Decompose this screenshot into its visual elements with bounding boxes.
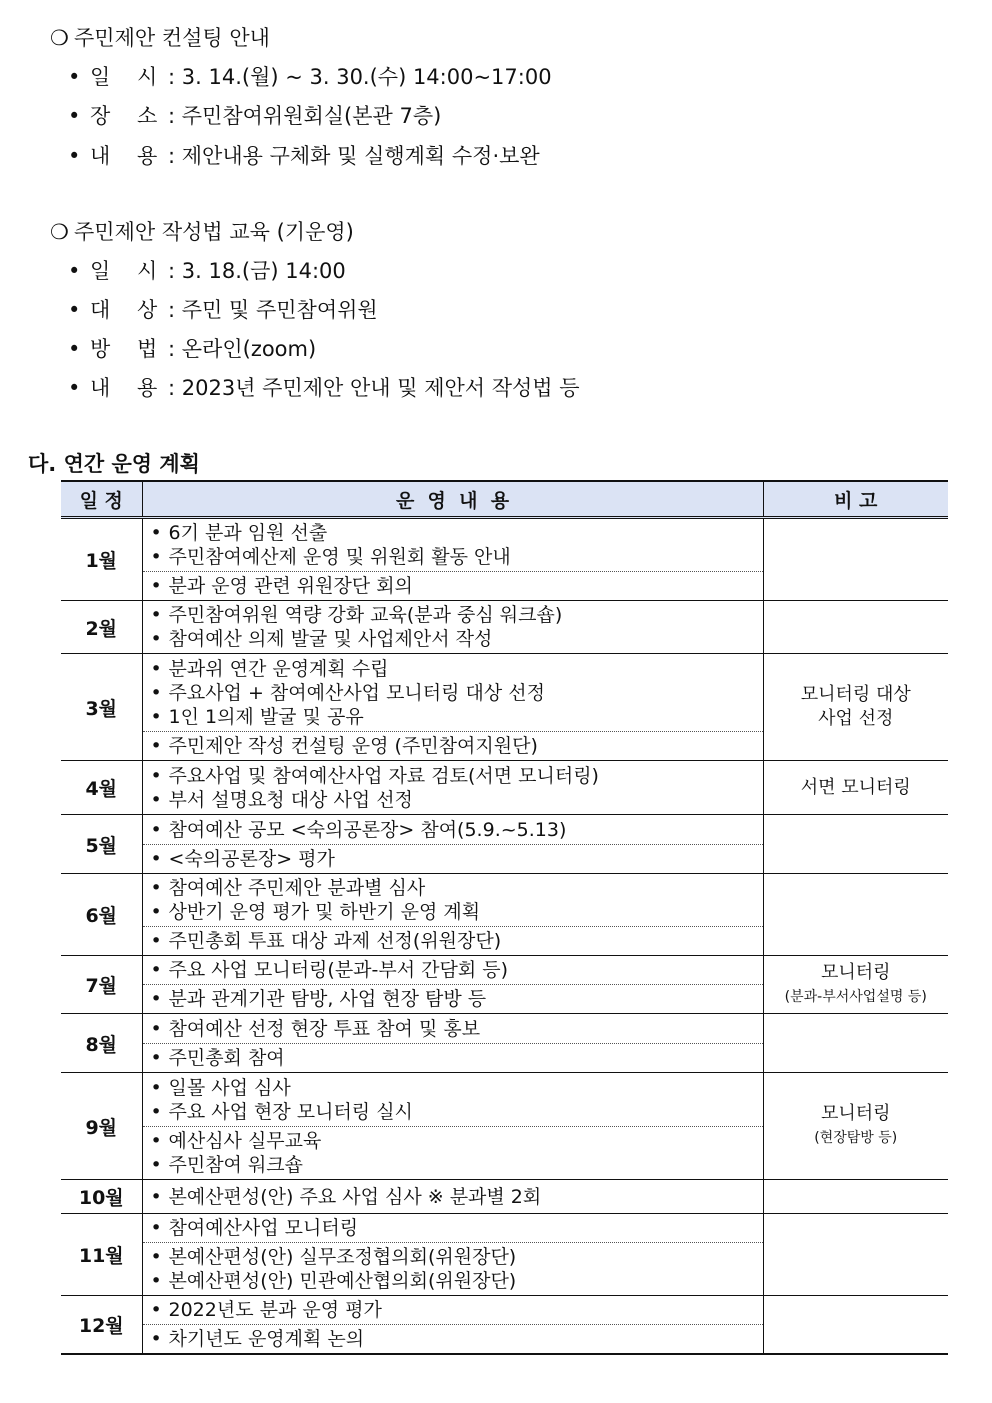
list-item-text: 주민총회 참여 — [168, 1046, 285, 1069]
dot-bullet-icon: • — [68, 65, 81, 89]
list-item-text: 분과 관계기관 탐방, 사업 현장 탐방 등 — [168, 988, 487, 1010]
item-label: 일 시 — [90, 65, 158, 89]
dot-bullet-icon: • — [150, 734, 162, 757]
list-item — [151, 764, 763, 788]
list-item-text: 일몰 사업 심사 — [168, 1076, 291, 1099]
list-item-text: 주민제안 작성 컨설팅 운영 (주민참여지원단) — [168, 734, 538, 757]
item-label: 일 시 — [90, 259, 158, 283]
list-item — [151, 1269, 763, 1293]
education-item: • 내 용 : 2023년 주민제안 안내 및 제안서 작성법 등 — [68, 372, 580, 402]
dot-bullet-icon: • — [68, 104, 81, 128]
dot-bullet-icon: • — [150, 1153, 162, 1176]
list-item-text: 참여예산 선정 현장 투표 참여 및 홍보 — [168, 1017, 481, 1040]
item-value: 3. 14.(월) ~ 3. 30.(수) 14:00~17:00 — [181, 65, 552, 89]
dot-bullet-icon: • — [150, 705, 162, 728]
note-cell — [763, 1180, 948, 1214]
education-item: • 일 시 : 3. 18.(금) 14:00 — [68, 255, 346, 285]
list-item — [151, 545, 763, 569]
list-item-text: 참여예산 공모 <숙의공론장> 참여(5.9.~5.13) — [168, 818, 567, 841]
content-cell — [142, 761, 763, 815]
list-item — [151, 876, 763, 900]
list-item-text: 주민총회 투표 대상 과제 선정(위원장단) — [168, 930, 502, 952]
content-cell — [142, 518, 763, 601]
content-group — [143, 956, 763, 984]
list-item — [151, 900, 763, 924]
item-value: 주민 및 주민참여위원 — [181, 298, 378, 322]
list-item — [151, 1327, 763, 1351]
list-item-text: 분과위 연간 운영계획 수립 — [168, 657, 389, 680]
table-row — [61, 1073, 948, 1180]
list-item — [151, 657, 763, 681]
list-item-text: 주민참여 워크숍 — [168, 1153, 304, 1176]
content-group — [143, 571, 763, 600]
note-text: 서면 모니터링 — [800, 776, 911, 798]
dot-bullet-icon: • — [150, 604, 162, 626]
dot-bullet-icon: • — [150, 818, 162, 841]
list-item — [151, 1129, 763, 1153]
dot-bullet-icon: • — [150, 877, 162, 899]
dot-bullet-icon: • — [150, 681, 162, 704]
note-cell — [763, 761, 948, 815]
table-row — [61, 1296, 948, 1355]
list-item-text: 예산심사 실무교육 — [168, 1129, 322, 1152]
dot-bullet-icon: • — [150, 1185, 162, 1208]
month-cell: 11월 — [61, 1214, 142, 1296]
content-cell — [142, 1296, 763, 1355]
content-group — [143, 1296, 763, 1324]
note-text: 모니터링 대상 사업 선정 — [800, 684, 911, 729]
content-cell — [142, 1073, 763, 1180]
dot-bullet-icon: • — [150, 628, 162, 650]
education-item: • 대 상 : 주민 및 주민참여위원 — [68, 294, 378, 324]
consulting-item: • 내 용 : 제안내용 구체화 및 실행계획 수정·보완 — [68, 140, 540, 170]
list-item-text: 참여예산 의제 발굴 및 사업제안서 작성 — [168, 628, 493, 650]
content-cell — [142, 815, 763, 874]
consulting-title — [50, 22, 270, 52]
list-item — [151, 627, 763, 651]
month-cell: 1월 — [61, 518, 142, 601]
dot-bullet-icon: • — [150, 1076, 162, 1099]
dot-bullet-icon: • — [150, 1217, 162, 1239]
list-item — [151, 958, 763, 982]
table-row — [61, 1214, 948, 1296]
list-item-text: 주요 사업 모니터링(분과-부서 간담회 등) — [168, 959, 509, 981]
note-cell — [763, 601, 948, 654]
table-row — [61, 874, 948, 956]
list-item — [151, 847, 763, 871]
circle-bullet-icon: ❍ — [50, 220, 69, 244]
table-row — [61, 956, 948, 1014]
content-group — [143, 1214, 763, 1242]
list-item-text: 분과 운영 관련 위원장단 회의 — [168, 575, 413, 597]
dot-bullet-icon: • — [150, 788, 162, 811]
month-cell: 4월 — [61, 761, 142, 815]
item-value: 온라인(zoom) — [181, 337, 317, 361]
table-row — [61, 815, 948, 874]
month-cell: 7월 — [61, 956, 142, 1014]
content-group — [143, 1324, 763, 1353]
dot-bullet-icon: • — [150, 901, 162, 923]
list-item — [151, 574, 763, 598]
education-item: • 방 법 : 온라인(zoom) — [68, 333, 316, 363]
dot-bullet-icon: • — [68, 337, 81, 361]
note-text: 모니터링 — [820, 961, 891, 983]
dot-bullet-icon: • — [150, 657, 162, 680]
dot-bullet-icon: • — [150, 930, 162, 952]
content-cell — [142, 654, 763, 761]
list-item — [151, 681, 763, 705]
dot-bullet-icon: • — [150, 546, 162, 568]
content-group — [143, 762, 763, 814]
list-item-text: 본예산편성(안) 실무조정협의회(위원장단) — [168, 1246, 517, 1268]
list-item-text: 상반기 운영 평가 및 하반기 운영 계획 — [168, 901, 481, 923]
content-group — [143, 926, 763, 955]
list-item — [151, 603, 763, 627]
content-group — [143, 844, 763, 873]
list-item — [151, 1100, 763, 1124]
list-item — [151, 1076, 763, 1100]
list-item-text: 참여예산 주민제안 분과별 심사 — [168, 877, 426, 899]
dot-bullet-icon: • — [68, 376, 81, 400]
content-group — [143, 1242, 763, 1295]
education-title-text: 주민제안 작성법 교육 (기운영) — [74, 220, 354, 244]
list-item — [151, 1046, 763, 1070]
dot-bullet-icon: • — [150, 1328, 162, 1350]
note-subtext: (현장탐방 등) — [814, 1130, 898, 1146]
content-cell — [142, 1180, 763, 1214]
dot-bullet-icon: • — [150, 1270, 162, 1292]
list-item-text: 주민참여예산제 운영 및 위원회 활동 안내 — [168, 546, 511, 568]
dot-bullet-icon: • — [150, 1017, 162, 1040]
content-cell — [142, 1014, 763, 1073]
list-item-text: 2022년도 분과 운영 평가 — [168, 1299, 382, 1321]
table-header-row — [61, 481, 948, 518]
list-item-text: 차기년도 운영계획 논의 — [168, 1328, 365, 1350]
consulting-item: • 일 시 : 3. 14.(월) ~ 3. 30.(수) 14:00~17:00 — [68, 61, 552, 91]
consulting-item: • 장 소 : 주민참여위원회실(본관 7층) — [68, 100, 441, 130]
dot-bullet-icon: • — [150, 847, 162, 870]
content-group — [143, 816, 763, 844]
item-value: 주민참여위원회실(본관 7층) — [181, 104, 442, 128]
list-item — [151, 521, 763, 545]
education-title — [50, 216, 354, 246]
content-cell — [142, 1214, 763, 1296]
month-cell: 8월 — [61, 1014, 142, 1073]
content-group — [143, 1183, 763, 1211]
list-item-text: <숙의공론장> 평가 — [168, 847, 335, 870]
header-content: 운 영 내 용 — [142, 481, 763, 518]
table-row — [61, 1180, 948, 1214]
list-item — [151, 1153, 763, 1177]
list-item — [151, 1298, 763, 1322]
dot-bullet-icon: • — [68, 259, 81, 283]
list-item — [151, 1216, 763, 1240]
dot-bullet-icon: • — [150, 1246, 162, 1268]
item-label: 대 상 — [90, 298, 158, 322]
dot-bullet-icon: • — [150, 764, 162, 787]
list-item-text: 참여예산사업 모니터링 — [168, 1217, 359, 1239]
note-cell — [763, 815, 948, 874]
table-row — [61, 654, 948, 761]
item-label: 장 소 — [90, 104, 158, 128]
note-cell — [763, 1296, 948, 1355]
note-cell — [763, 956, 948, 1014]
list-item-text: 본예산편성(안) 민관예산협의회(위원장단) — [168, 1270, 517, 1292]
list-item-text: 부서 설명요청 대상 사업 선정 — [168, 788, 413, 811]
circle-bullet-icon: ❍ — [50, 26, 69, 50]
list-item — [151, 788, 763, 812]
content-group — [143, 601, 763, 653]
item-label: 내 용 — [90, 144, 158, 168]
content-group — [143, 874, 763, 926]
note-cell — [763, 1214, 948, 1296]
dot-bullet-icon: • — [68, 144, 81, 168]
item-label: 내 용 — [90, 376, 158, 400]
table-body — [61, 518, 948, 1355]
content-cell — [142, 601, 763, 654]
table-row — [61, 1014, 948, 1073]
month-cell: 3월 — [61, 654, 142, 761]
table-row — [61, 518, 948, 601]
annual-plan-table — [61, 480, 948, 1355]
list-item-text: 1인 1의제 발굴 및 공유 — [168, 705, 364, 728]
note-text: 모니터링 — [820, 1103, 891, 1124]
consulting-title-text: 주민제안 컨설팅 안내 — [74, 26, 270, 50]
content-group — [143, 731, 763, 760]
content-cell — [142, 956, 763, 1014]
list-item — [151, 929, 763, 953]
content-group — [143, 984, 763, 1013]
dot-bullet-icon: • — [150, 959, 162, 981]
item-value: 3. 18.(금) 14:00 — [181, 259, 346, 283]
dot-bullet-icon: • — [68, 298, 81, 322]
list-item — [151, 1185, 763, 1209]
table-row — [61, 761, 948, 815]
item-label: 방 법 — [90, 337, 158, 361]
dot-bullet-icon: • — [150, 575, 162, 597]
note-subtext: (분과-부서사업설명 등) — [784, 988, 927, 1005]
dot-bullet-icon: • — [150, 1100, 162, 1123]
content-cell — [142, 874, 763, 956]
note-cell — [763, 518, 948, 601]
dot-bullet-icon: • — [150, 522, 162, 544]
content-group — [143, 1126, 763, 1179]
dot-bullet-icon: • — [150, 988, 162, 1010]
list-item-text: 주요 사업 현장 모니터링 실시 — [168, 1100, 413, 1123]
list-item-text: 6기 분과 임원 선출 — [168, 522, 328, 544]
note-cell — [763, 1014, 948, 1073]
list-item-text: 본예산편성(안) 주요 사업 심사 ※ 분과별 2회 — [168, 1185, 542, 1208]
list-item — [151, 818, 763, 842]
month-cell: 10월 — [61, 1180, 142, 1214]
month-cell: 5월 — [61, 815, 142, 874]
list-item-text: 주민참여위원 역량 강화 교육(분과 중심 워크숍) — [168, 604, 563, 626]
list-item — [151, 987, 763, 1011]
list-item — [151, 734, 763, 758]
content-group — [143, 1043, 763, 1072]
table-row — [61, 601, 948, 654]
note-cell — [763, 1073, 948, 1180]
month-cell: 12월 — [61, 1296, 142, 1355]
item-value: 제안내용 구체화 및 실행계획 수정·보완 — [181, 144, 540, 168]
list-item — [151, 1017, 763, 1041]
list-item-text: 주요사업 + 참여예산사업 모니터링 대상 선정 — [168, 681, 545, 704]
note-cell — [763, 874, 948, 956]
list-item — [151, 1245, 763, 1269]
section-heading: 다. 연간 운영 계획 — [28, 452, 200, 476]
content-group — [143, 655, 763, 731]
month-cell: 6월 — [61, 874, 142, 956]
list-item — [151, 705, 763, 729]
content-group — [143, 1074, 763, 1126]
dot-bullet-icon: • — [150, 1046, 162, 1069]
header-note: 비 고 — [763, 481, 948, 518]
month-cell: 9월 — [61, 1073, 142, 1180]
dot-bullet-icon: • — [150, 1299, 162, 1321]
month-cell: 2월 — [61, 601, 142, 654]
list-item-text: 주요사업 및 참여예산사업 자료 검토(서면 모니터링) — [168, 764, 599, 787]
header-schedule: 일 정 — [61, 481, 142, 518]
dot-bullet-icon: • — [150, 1129, 162, 1152]
note-cell — [763, 654, 948, 761]
content-group — [143, 519, 763, 571]
content-group — [143, 1015, 763, 1043]
item-value: 2023년 주민제안 안내 및 제안서 작성법 등 — [181, 376, 580, 400]
